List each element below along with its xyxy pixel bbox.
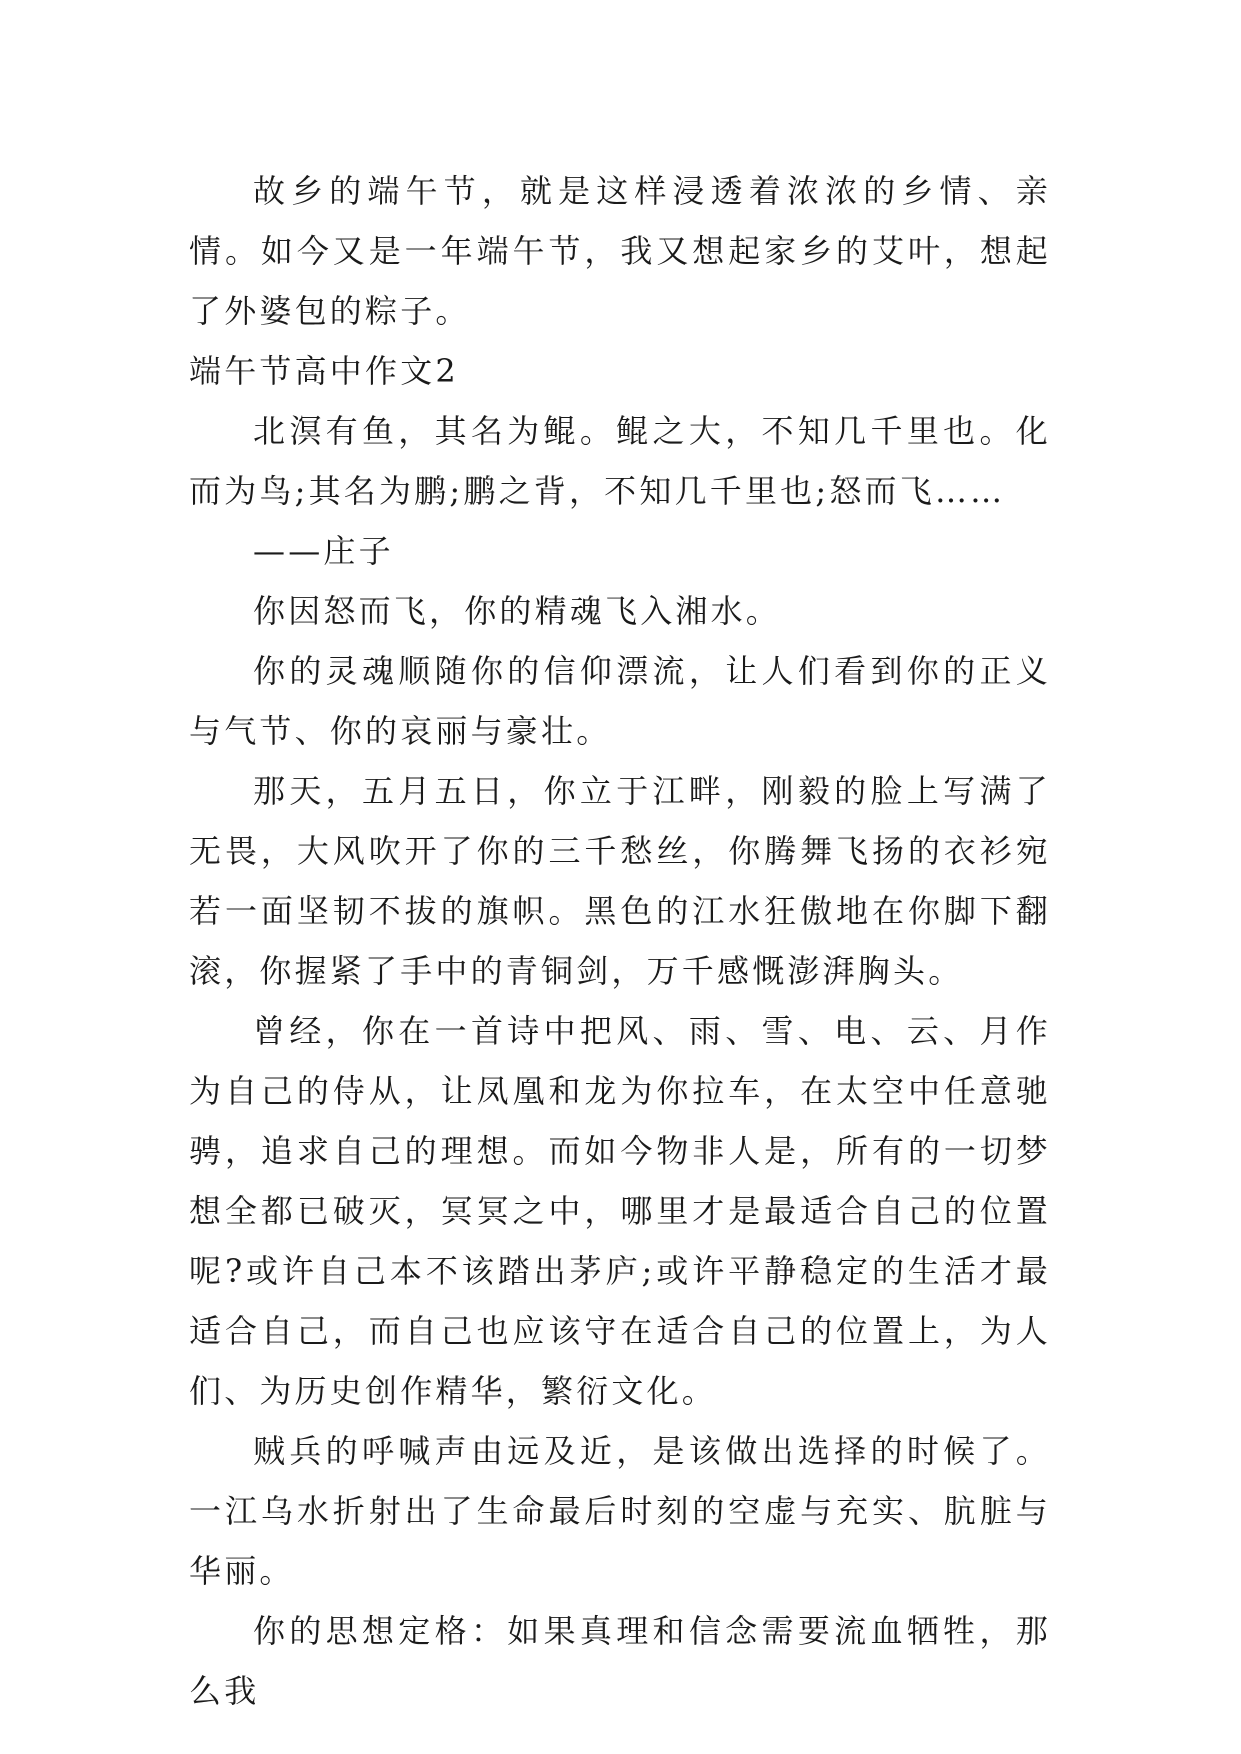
paragraph-fifth-day: 那天，五月五日，你立于江畔，刚毅的脸上写满了无畏，大风吹开了你的三千愁丝，你腾舞飞扬的衣衫宛若一面坚韧不拔的旗帜。黑色的江水狂傲地在你脚下翻滚，你握紧了手中的青铜剑，万千感慨澎湃胸头。 [189, 772, 1051, 990]
paragraph-zhuangzi-quote: 北溟有鱼，其名为鲲。鲲之大，不知几千里也。化而为鸟;其名为鹏;鹏之背，不知几千里也;怒而飞…… [189, 412, 1051, 510]
paragraph-final-thought: 你的思想定格：如果真理和信念需要流血牺牲，那么我 [189, 1612, 1051, 1710]
paragraph-soul-drifts: 你的灵魂顺随你的信仰漂流，让人们看到你的正义与气节、你的哀丽与豪壮。 [189, 652, 1051, 750]
paragraph-hometown-festival: 故乡的端午节，就是这样浸透着浓浓的乡情、亲情。如今又是一年端午节，我又想起家乡的艾叶，想起了外婆包的粽子。 [189, 172, 1051, 330]
paragraph-spirit-xiang-river: 你因怒而飞，你的精魂飞入湘水。 [253, 592, 782, 630]
essay-heading: 端午节高中作文2 [189, 352, 459, 390]
quote-attribution: ——庄子 [253, 532, 394, 570]
document-body [189, 161, 1051, 1721]
paragraph-poem-memory: 曾经，你在一首诗中把风、雨、雪、电、云、月作为自己的侍从，让凤凰和龙为你拉车，在太空中任意驰骋，追求自己的理想。而如今物非人是，所有的一切梦想全都已破灭，冥冥之中，哪里才是最适合自己的位置呢?或许自己本不该踏出茅庐;或许平静稳定的生活才最适合自己，而自己也应该守在适合自己的位置上，为人们、为历史创作精华，繁衍文化。 [189, 1012, 1051, 1410]
paragraph-enemy-approach: 贼兵的呼喊声由远及近，是该做出选择的时候了。一江乌水折射出了生命最后时刻的空虚与充实、肮脏与华丽。 [189, 1432, 1051, 1590]
